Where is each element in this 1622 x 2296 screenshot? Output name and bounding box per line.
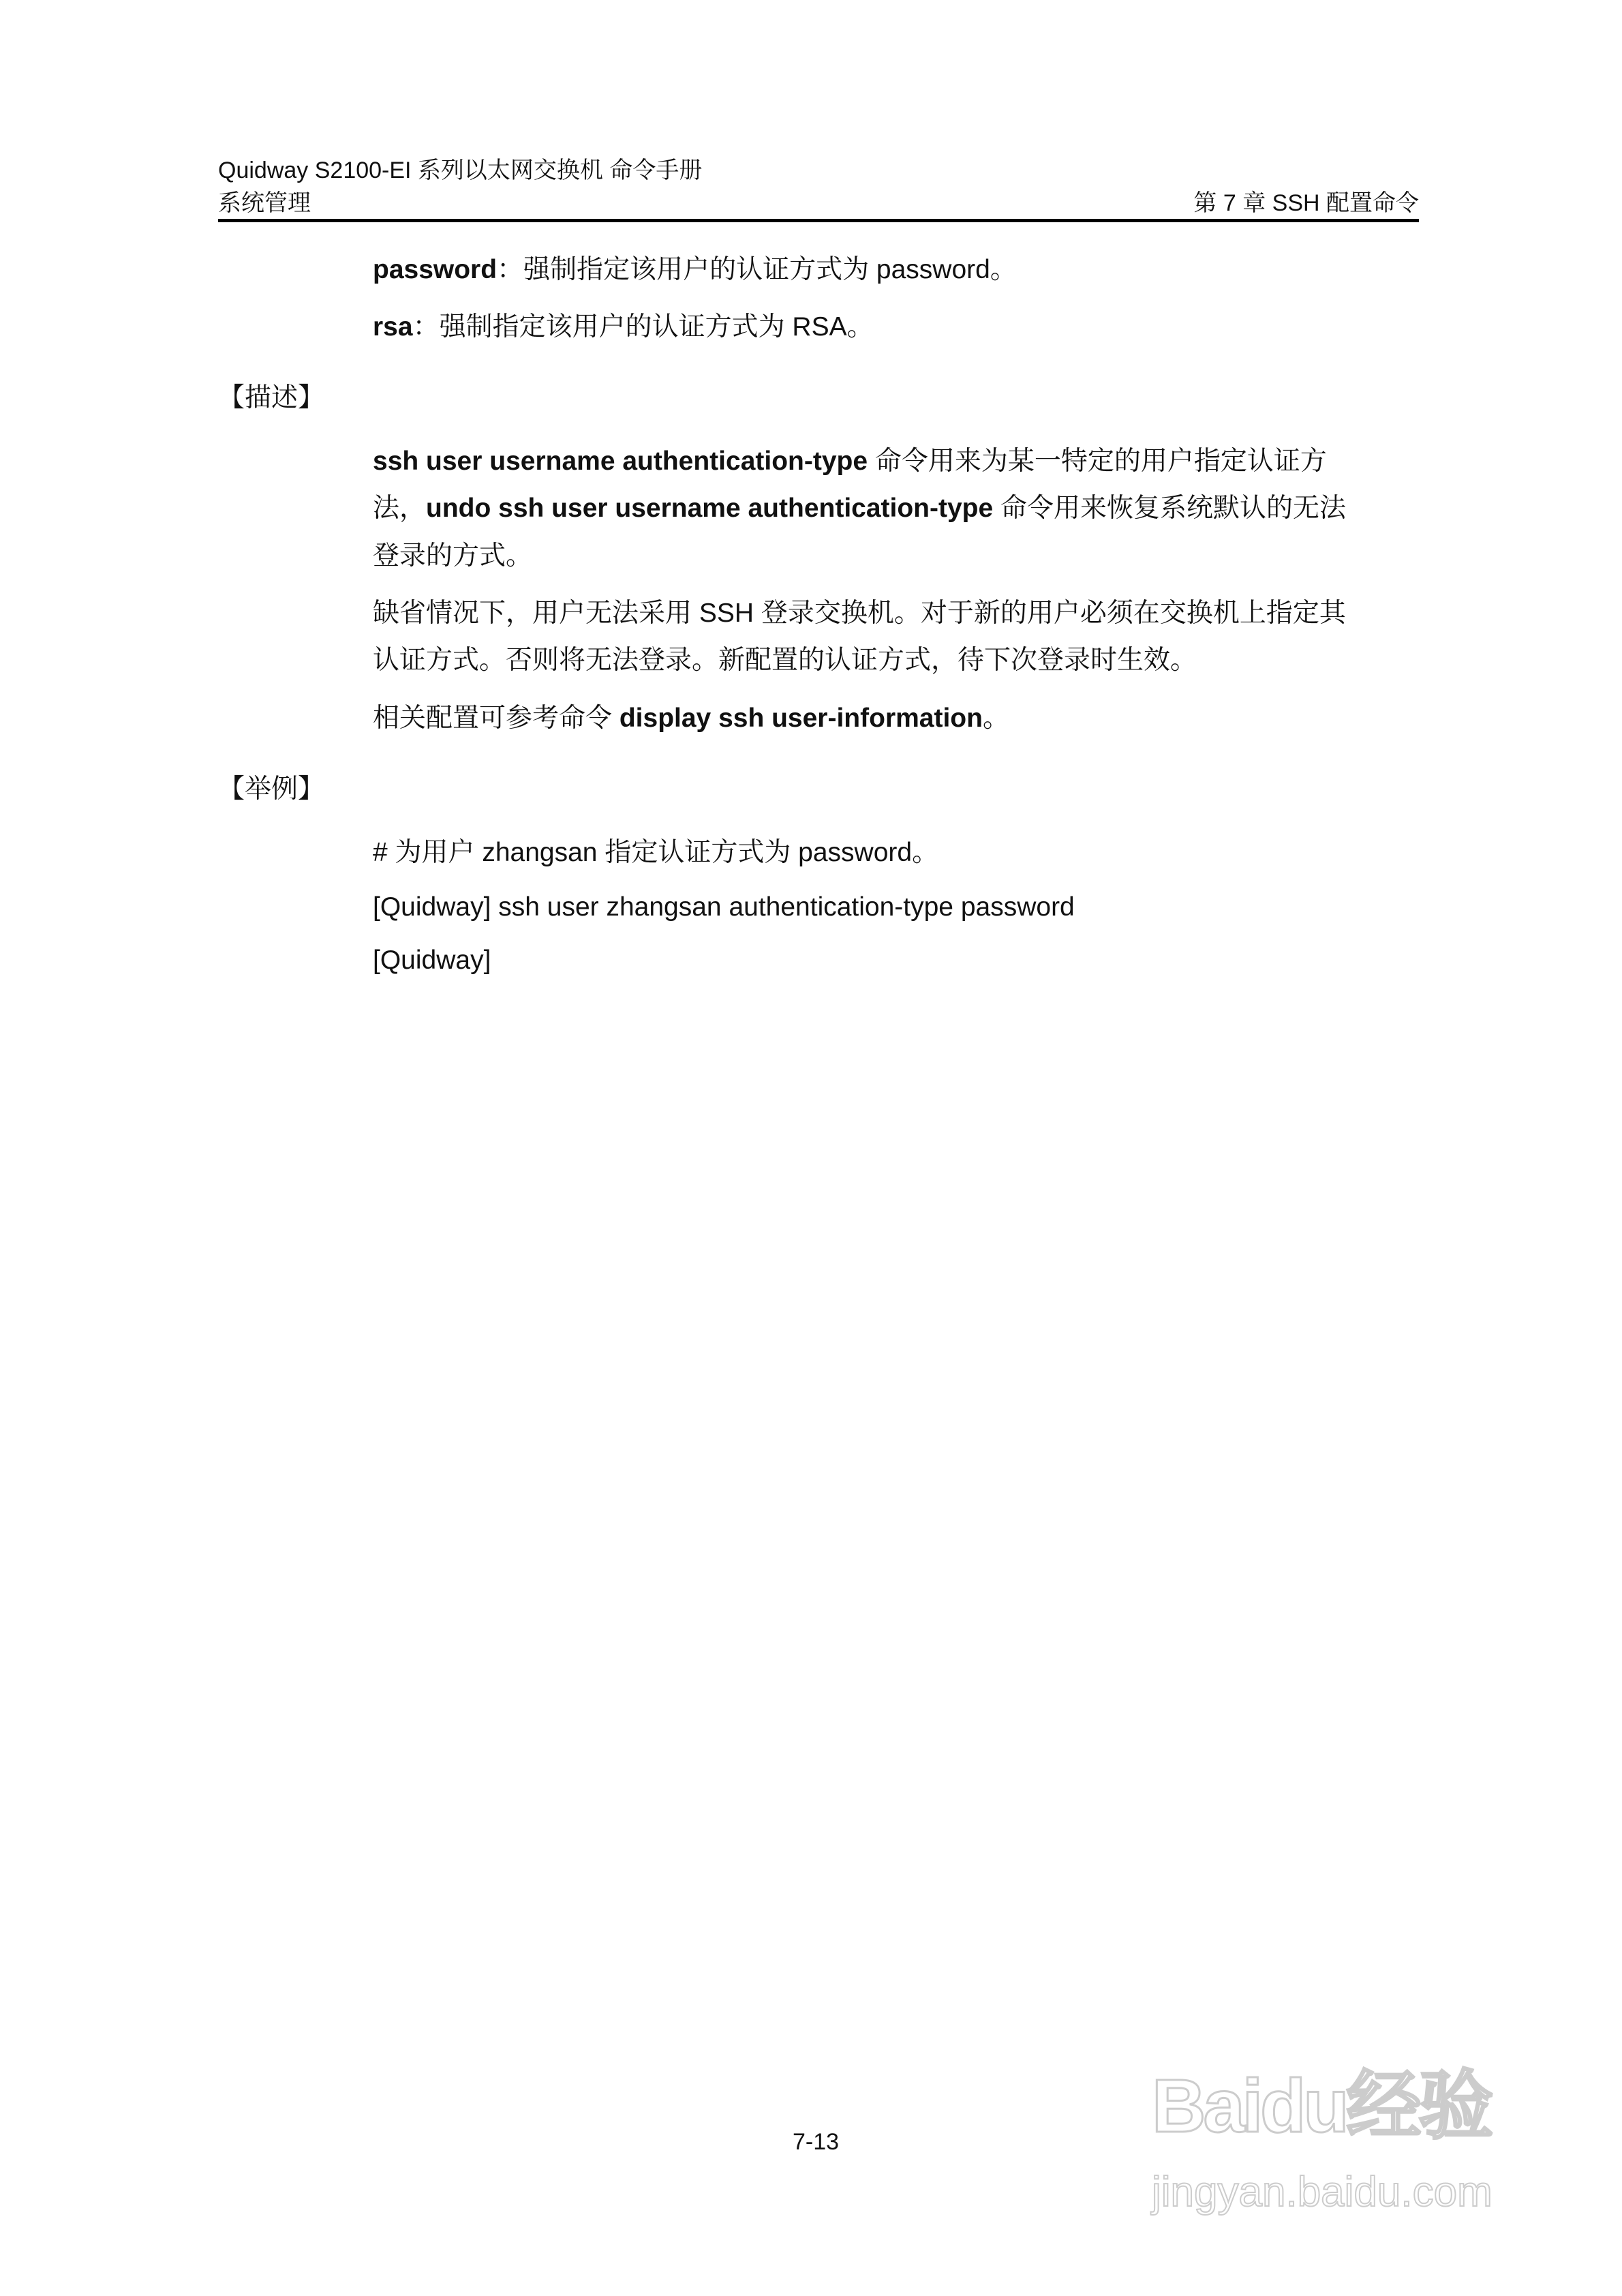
header-title: Quidway S2100-EI 系列以太网交换机 命令手册 xyxy=(218,157,703,183)
param-password xyxy=(373,254,1017,286)
desc-line xyxy=(373,446,1327,477)
watermark-logo-text: Baidu经验 xyxy=(1152,2064,1491,2148)
example-line: [Quidway] xyxy=(373,946,491,975)
page-number: 7-13 xyxy=(792,2129,840,2155)
param-desc: 强制指定该用户的认证方式为 RSA。 xyxy=(439,312,874,342)
example-comment: # 为用户 zhangsan 指定认证方式为 password。 xyxy=(373,838,939,867)
desc-text: 命令用来恢复系统默认的无法 xyxy=(993,494,1347,523)
desc-line xyxy=(373,703,1009,734)
param-desc: 强制指定该用户的认证方式为 password。 xyxy=(523,255,1017,284)
example-line: [Quidway] ssh user zhangsan authentication-type password xyxy=(373,892,1075,922)
param-sep: ： xyxy=(497,255,524,284)
desc-line: 登录的方式。 xyxy=(373,541,533,571)
header-chapter: 第 7 章 SSH 配置命令 xyxy=(1193,190,1419,216)
param-term: password xyxy=(373,255,498,284)
desc-line xyxy=(373,493,1346,524)
command-name: undo ssh user username authentication-type xyxy=(426,494,994,523)
param-term: rsa xyxy=(373,312,413,342)
header-rule xyxy=(218,219,1419,222)
command-name: ssh user username authentication-type xyxy=(373,447,868,476)
header-section: 系统管理 xyxy=(218,190,311,216)
desc-text: 命令用来为某一特定的用户指定认证方 xyxy=(868,447,1327,476)
param-rsa xyxy=(373,312,874,343)
section-heading-example: 【举例】 xyxy=(218,774,325,804)
baidu-watermark-logo xyxy=(1152,2052,1493,2243)
watermark-url: jingyan.baidu.com xyxy=(1152,2169,1493,2216)
param-sep: ： xyxy=(412,312,440,342)
section-heading-description: 【描述】 xyxy=(218,383,325,412)
desc-text: 法， xyxy=(373,494,427,523)
desc-line: 缺省情况下，用户无法采用 SSH 登录交换机。对于新的用户必须在交换机上指定其 xyxy=(373,599,1346,628)
command-name: display ssh user-information xyxy=(619,704,983,733)
desc-line: 认证方式。否则将无法登录。新配置的认证方式，待下次登录时生效。 xyxy=(373,646,1197,675)
desc-text: 相关配置可参考命令 xyxy=(373,704,619,733)
desc-text: 。 xyxy=(982,704,1009,733)
